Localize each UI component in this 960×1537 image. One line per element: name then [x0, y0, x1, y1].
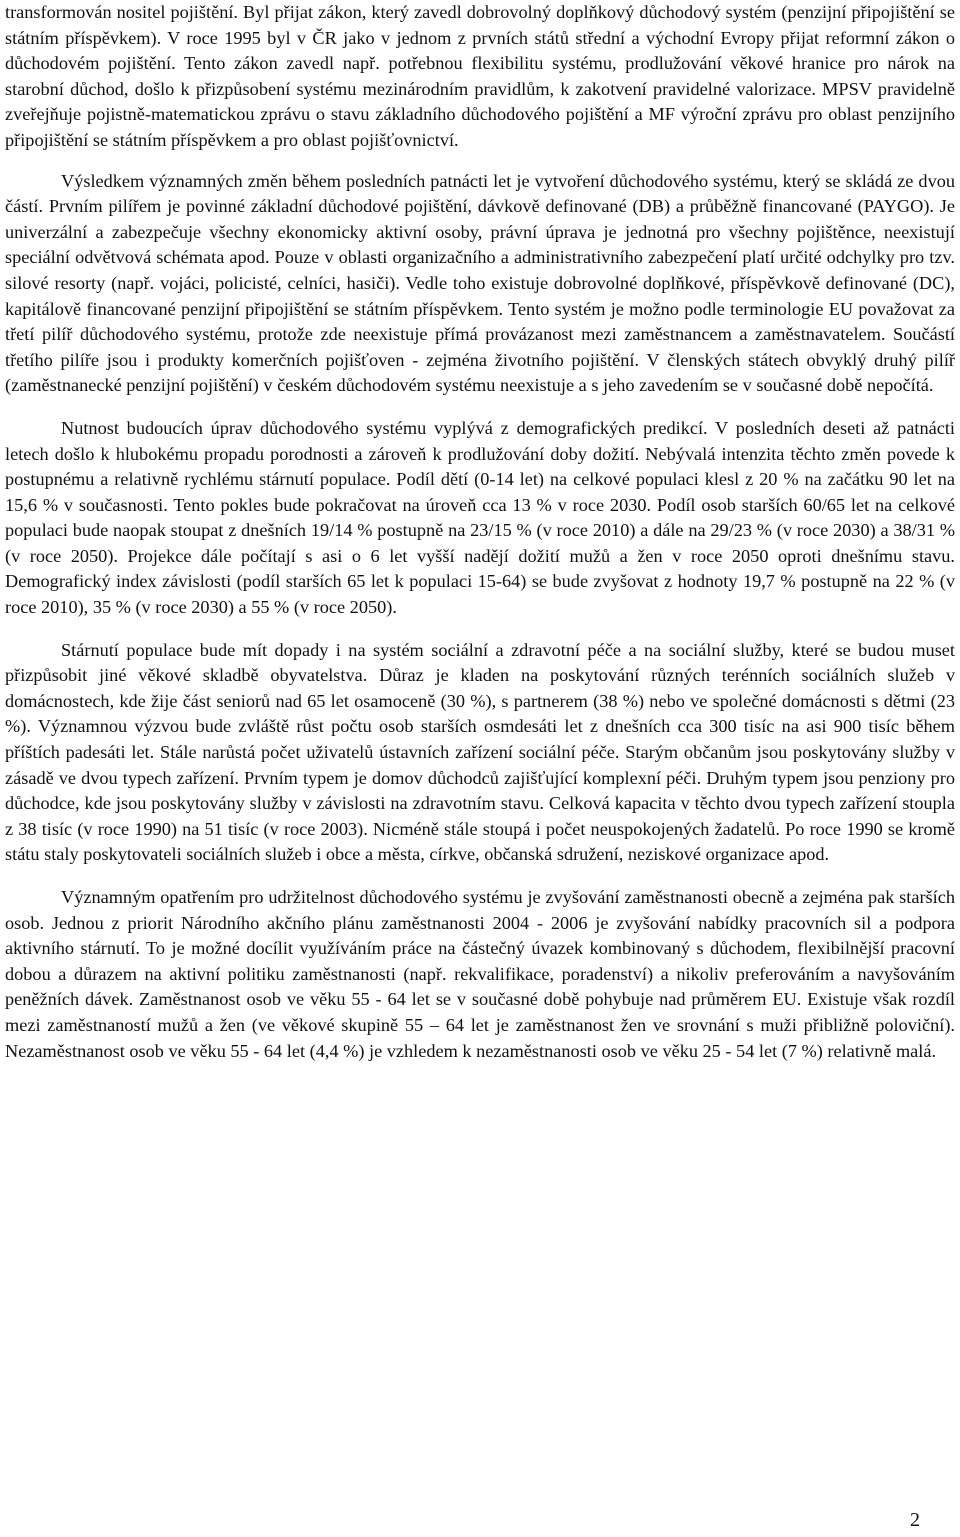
- paragraph-pension-structure: Výsledkem významných změn během posledních patnácti let je vytvoření důchodového systému, který se skládá ze dvou částí. Prvním pilířem je povinné základní důchodové pojištění, dávkově definované (DB) a průběžně financované (PAYGO). Je univerzální a zabezpečuje všechny ekonomicky aktivní osoby, právní úprava je jednotná pro všechny pojištěnce, neexistují speciální odvětvová schémata apod. Pouze v oblasti organizačního a administrativního zabezpečení platí určité odchylky pro tzv. silové resorty (např. vojáci, policisté, celníci, hasiči). Vedle toho existuje dobrovolné doplňkové, příspěvkově definované (DC), kapitálově financované penzijní připojištění se státním příspěvkem. Tento systém je možno podle terminologie EU považovat za třetí pilíř důchodového systému, protože zde neexistuje přímá provázanost mezi zaměstnancem a zaměstnavatelem. Součástí třetího pilíře jsou i produkty komerčních pojišťoven - zejména životního pojištění. V členských státech obvyklý druhý pilíř (zaměstnanecké penzijní pojištění) v českém důchodovém systému neexistuje a s jeho zavedením se v současné době nepočítá.: [5, 170, 955, 396]
- paragraph-demographic-predictions: Nutnost budoucích úprav důchodového systému vyplývá z demografických predikcí. V posledních deseti až patnácti letech došlo k hlubokému propadu porodnosti a zároveň k prodlužování doby dožití. Nebývalá intenzita těchto změn povede k postupnému a relativně rychlému stárnutí populace. Podíl dětí (0-14 let) na celkové populaci klesl z 20 % na začátku 90 let na 15,6 % v současnosti. Tento pokles bude pokračovat na úroveň cca 13 % v roce 2030. Podíl osob starších 60/65 let na celkové populaci bude naopak stoupat z dnešních 19/14 % postupně na 23/15 % (v roce 2010) a dále na 29/23 % (v roce 2030) a 38/31 % (v roce 2050). Projekce dále počítají s asi o 6 let vyšší nadějí dožití mužů a žen v roce 2050 oproti dnešnímu stavu. Demografický index závislosti (podíl starších 65 let k populaci 15-64) se bude zvyšovat z hodnoty 19,7 % postupně na 22 % (v roce 2010), 35 % (v roce 2030) a 55 % (v roce 2050).: [5, 417, 955, 618]
- paragraph-employment: Významným opatřením pro udržitelnost důchodového systému je zvyšování zaměstnanosti obecně a zejména pak starších osob. Jednou z priorit Národního akčního plánu zaměstnanosti 2004 - 2006 je zvyšování nabídky pracovních sil a podpora aktivního stárnutí. To je možné docílit využíváním práce na částečný úvazek kombinovaný s důchodem, flexibilnější pracovní dobou a důrazem na aktivní politiku zaměstnanosti (např. rekvalifikace, poradenství) a nikoliv preferováním a navyšováním peněžních dávek. Zaměstnanost osob ve věku 55 - 64 let se v současné době pohybuje nad průměrem EU. Existuje však rozdíl mezi zaměstnaností mužů a žen (ve věkové skupině 55 – 64 let je zaměstnanost žen ve srovnání s muži přibližně poloviční). Nezaměstnanost osob ve věku 55 - 64 let (4,4 %) je vzhledem k nezaměstnanosti osob ve věku 25 - 54 let (7 %) relativně malá.: [5, 887, 955, 1061]
- paragraph-social-care: Stárnutí populace bude mít dopady i na systém sociální a zdravotní péče a na sociální služby, které se budou muset přizpůsobit jiné věkové skladbě obyvatelstva. Důraz je kladen na poskytování různých terénních sociálních služeb v domácnostech, kde žije část seniorů nad 65 let osamoceně (30 %), s partnerem (38 %) nebo ve společné domácnosti s dětmi (23 %). Významnou výzvou bude zvláště růst počtu osob starších osmdesáti let z dnešních cca 300 tisíc na asi 900 tisíc během příštích padesáti let. Stále narůstá počet uživatelů ústavních zařízení sociální péče. Starým občanům jsou poskytovány služby v zásadě ve dvou typech zařízení. Prvním typem je domov důchodců zajišťující komplexní péči. Druhým typem jsou penziony pro důchodce, kde jsou poskytovány služby v závislosti na zdravotním stavu. Celková kapacita v těchto dvou typech zařízení stoupla z 38 tisíc (v roce 1990) na 51 tisíc (v roce 2003). Nicméně stále stoupá i počet neuspokojených žadatelů. Po roce 1990 se kromě státu staly poskytovateli sociálních služeb i obce a města, církve, občanská sdružení, neziskové organizace apod.: [5, 639, 955, 865]
- paragraph-pension-history: transformován nositel pojištění. Byl přijat zákon, který zavedl dobrovolný doplňkový důchodový systém (penzijní připojištění se státním příspěvkem). V roce 1995 byl v ČR jako v jednom z prvních států střední a východní Evropy přijat reformní zákon o důchodovém pojištění. Tento zákon zavedl např. potřebnou flexibilitu systému, prodlužování věkové hranice pro nárok na starobní důchod, došlo k přizpůsobení systému mezinárodním pravidlům, k zakotvení pravidelné valorizace. MPSV pravidelně zveřejňuje pojistně-matematickou zprávu o stavu základního důchodového pojištění a MF výroční zprávu pro oblast penzijního připojištění se státním příspěvkem a pro oblast pojišťovnictví.: [5, 2, 955, 150]
- document-page: [5, 0, 955, 1064]
- page-number: 2: [910, 1509, 920, 1531]
